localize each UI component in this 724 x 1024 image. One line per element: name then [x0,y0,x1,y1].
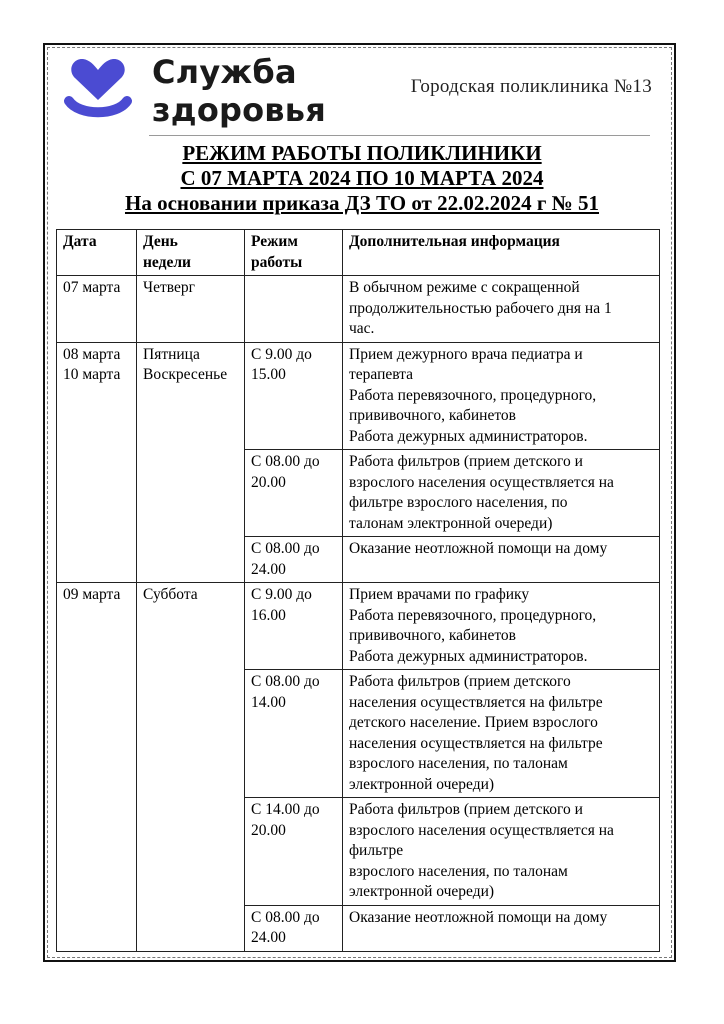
cell-info [343,905,660,951]
cell-date [57,583,137,952]
header-info: Дополнительная информация [343,230,660,276]
cell-mode [245,798,343,906]
header-divider [149,135,650,136]
date-text: 07 марта [63,279,121,296]
cell-date [57,276,137,343]
brand-name [152,53,326,129]
weekday-text: Пятница [143,345,200,363]
cell-info [343,342,660,450]
title-line-1: РЕЖИМ РАБОТЫ ПОЛИКЛИНИКИ [182,141,542,165]
mode-text: 15.00 [251,366,286,383]
mode-text: 14.00 [251,693,286,711]
info-line: детского население. Прием взрослого [349,714,598,731]
info-line: Оказание неотложной помощи на дому [349,908,608,926]
info-line: населения осуществляется на фильтре [349,734,603,752]
cell-mode [245,583,343,670]
mode-text: 24.00 [251,929,286,946]
info-line: электронной очереди) [349,775,495,793]
cell-date [57,342,137,583]
cell-info [343,798,660,906]
info-line: Работа фильтров (прием детского и [349,453,583,470]
cell-weekday [137,276,245,343]
mode-text: 20.00 [251,821,286,839]
weekday-text: Четверг [143,279,195,296]
info-line: взрослого населения осуществляется на [349,821,614,839]
mode-text: 24.00 [251,560,286,578]
schedule-table [56,229,660,952]
mode-text: С 08.00 до [251,453,320,470]
title-line-3: На основании приказа ДЗ ТО от 22.02.2024 г № 51 [124,191,600,215]
table-row [57,342,660,450]
mode-text: С 14.00 до [251,801,320,818]
table-header-row [57,230,660,276]
info-line: час. [349,320,375,337]
cell-info [343,276,660,343]
cell-info [343,450,660,537]
header-mode: Режим работы [245,230,343,276]
mode-text: 20.00 [251,473,286,491]
info-line: фильтре взрослого населения, по [349,494,568,511]
header-date: Дата [57,230,137,276]
info-line: Работа дежурных администраторов. [349,647,588,665]
mode-text: С 9.00 до [251,345,312,363]
info-line: Работа фильтров (прием детского [349,673,571,690]
cell-mode [245,905,343,951]
document-title [56,141,668,216]
info-line: прививочного, кабинетов [349,627,516,644]
cell-info [343,670,660,798]
info-line: населения осуществляется на фильтре [349,693,603,711]
info-line: Работа перевязочного, процедурного, [349,606,597,624]
mode-text: С 08.00 до [251,540,320,557]
table-row [57,583,660,670]
info-line: Прием дежурного врача педиатра и [349,345,583,363]
brand-line-2: здоровья [152,91,326,129]
cell-mode [245,342,343,450]
cell-mode [245,670,343,798]
header-weekday: День недели [137,230,245,276]
clinic-name: Городская поликлиника №13 [410,76,652,97]
info-line: продолжительностью рабочего дня на 1 [349,299,612,317]
info-line: прививочного, кабинетов [349,407,516,424]
cell-info [343,537,660,583]
cell-mode [245,276,343,343]
date-text: 08 марта [63,345,121,363]
mode-text: С 08.00 до [251,908,320,926]
date-text: 09 марта [63,586,121,603]
info-line: Работа перевязочного, процедурного, [349,386,597,404]
weekday-text: Воскресенье [143,366,228,383]
title-line-2: С 07 МАРТА 2024 ПО 10 МАРТА 2024 [180,166,544,190]
info-line: взрослого населения, по талонам [349,862,568,880]
mode-text: С 08.00 до [251,673,320,690]
cell-weekday [137,342,245,583]
cell-weekday [137,583,245,952]
heart-smile-logo-icon [63,56,133,122]
info-line: талонам электронной очереди) [349,514,553,532]
info-line: терапевта [349,366,414,383]
info-line: Оказание неотложной помощи на дому [349,540,608,557]
mode-text: С 9.00 до [251,586,312,603]
table-body [57,276,660,952]
info-line: фильтре [349,842,404,859]
brand-line-1: Служба [152,53,297,91]
cell-info [343,583,660,670]
mode-text: 16.00 [251,606,286,624]
cell-mode [245,537,343,583]
info-line: взрослого населения, по талонам [349,755,568,772]
date-text: 10 марта [63,366,121,383]
info-line: Прием врачами по графику [349,586,530,603]
info-line: Работа фильтров (прием детского и [349,801,583,818]
info-line: электронной очереди) [349,883,495,900]
info-line: Работа дежурных администраторов. [349,427,588,445]
info-line: В обычном режиме с сокращенной [349,279,580,296]
weekday-text: Суббота [143,586,198,603]
info-line: взрослого населения осуществляется на [349,473,614,491]
cell-mode [245,450,343,537]
table-row [57,276,660,343]
